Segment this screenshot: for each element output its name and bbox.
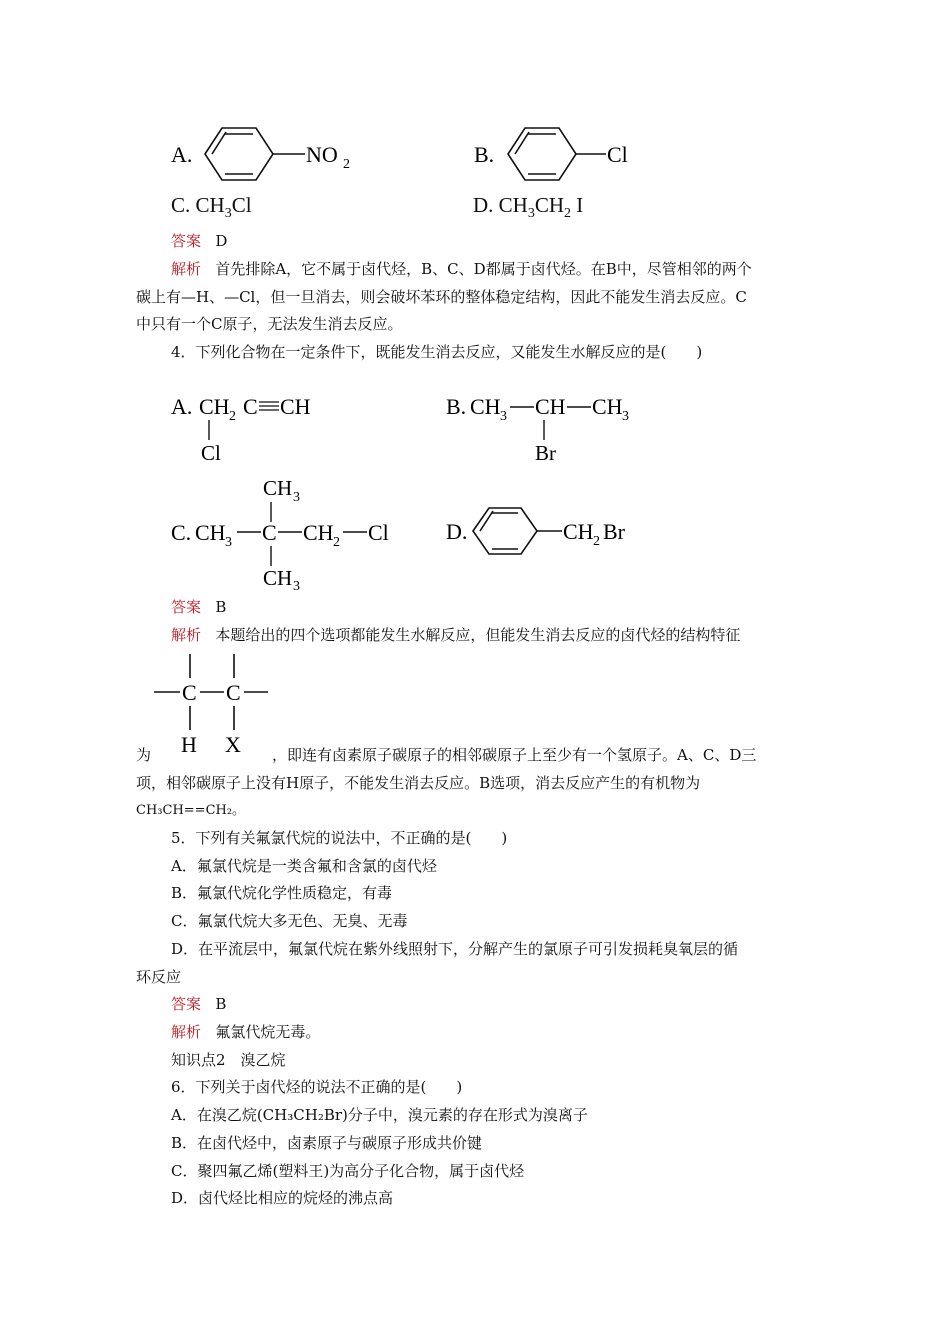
svg-text:CH: CH	[535, 394, 566, 419]
q3-answer	[171, 231, 227, 251]
q4-option-a-structure	[165, 388, 325, 468]
q5-option-a: A．氟氯代烷是一类含氟和含氯的卤代烃	[171, 857, 437, 875]
q4-option-b-structure	[440, 388, 650, 468]
benzene-ring-icon	[508, 128, 576, 180]
analysis-label: 解析	[171, 260, 202, 278]
q4-analysis-line2: ，即连有卤素原子碳原子的相邻碳原子上至少有一个氢原子。A、C、D三	[272, 746, 757, 764]
svg-text:CH: CH	[563, 519, 594, 544]
answer-value: B	[215, 598, 227, 616]
q5-answer	[171, 994, 226, 1014]
q3-analysis-line2: 碳上有—H、—Cl，但一旦消去，则会破坏苯环的整体稳定结构，因此不能发生消去反应。C	[136, 288, 747, 306]
svg-text:CH: CH	[263, 566, 293, 590]
svg-text:C: C	[262, 520, 277, 545]
q6-option-b: B．在卤代烃中，卤素原子与碳原子形成共价键	[171, 1134, 483, 1152]
benzene-ring-icon	[473, 508, 537, 554]
analysis-label: 解析	[171, 626, 202, 644]
q4-option-d-structure	[440, 500, 640, 564]
svg-text:2: 2	[593, 534, 600, 549]
q5-option-d-line1: D．在平流层中，氟氯代烷在紫外线照射下，分解产生的氯原子可引发损耗臭氧层的循	[171, 940, 739, 958]
nitro-group: NO	[306, 142, 338, 167]
svg-text:2: 2	[229, 409, 236, 424]
svg-text:H: H	[181, 732, 197, 757]
q5-option-b: B．氟氯代烷化学性质稳定，有毒	[171, 884, 393, 902]
svg-text:A.: A.	[171, 394, 193, 419]
q5-option-d-line2: 环反应	[136, 968, 182, 986]
svg-text:C: C	[182, 680, 197, 705]
answer-label: 答案	[171, 232, 202, 250]
q4-analysis-line1: 解析 本题给出的四个选项都能发生水解反应，但能发生消去反应的卤代烃的结构特征	[171, 626, 741, 644]
svg-text:3: 3	[293, 579, 300, 590]
q4-analysis-line2-prefix: 为	[136, 746, 152, 764]
svg-text:CH: CH	[303, 520, 334, 545]
q4-analysis-line4: CH₃CH==CH₂。	[136, 803, 246, 818]
q5-analysis: 解析 氟氯代烷无毒。	[171, 1023, 321, 1041]
svg-text:Br: Br	[603, 519, 625, 544]
svg-text:B.: B.	[446, 394, 467, 419]
svg-text:C: C	[226, 680, 241, 705]
q3-option-b-structure	[470, 120, 660, 190]
q5-question: 5．下列有关氟氯代烷的说法中，不正确的是( )	[171, 829, 508, 847]
svg-text:2: 2	[333, 535, 340, 550]
svg-text:Br: Br	[535, 441, 556, 465]
svg-text:3: 3	[500, 409, 507, 424]
section-heading: 知识点2 溴乙烷	[171, 1051, 286, 1069]
svg-text:D.: D.	[446, 519, 468, 544]
chloro-group: Cl	[607, 142, 628, 167]
q3-analysis-line3: 中只有一个C原子，无法发生消去反应。	[136, 315, 403, 333]
q5-option-c: C．氟氯代烷大多无色、无臭、无毒	[171, 912, 408, 930]
q4-option-c-structure	[165, 470, 405, 590]
svg-text:3: 3	[622, 409, 629, 424]
svg-text:3: 3	[293, 490, 300, 505]
svg-text:CH: CH	[280, 394, 311, 419]
answer-label: 答案	[171, 995, 202, 1013]
svg-text:CH: CH	[470, 394, 501, 419]
svg-text:Cl: Cl	[368, 520, 389, 545]
svg-text:CH: CH	[592, 394, 623, 419]
svg-text:2: 2	[343, 157, 350, 172]
answer-value: D	[215, 232, 228, 250]
svg-text:CH: CH	[195, 520, 226, 545]
q4-analysis-line3: 项，相邻碳原子上没有H原子，不能发生消去反应。B选项，消去反应产生的有机物为	[136, 774, 701, 792]
answer-label: 答案	[171, 598, 202, 616]
svg-text:3: 3	[225, 535, 232, 550]
q6-option-a: A．在溴乙烷(CH₃CH₂Br)分子中，溴元素的存在形式为溴离子	[171, 1106, 588, 1124]
answer-value: B	[215, 995, 227, 1013]
svg-text:C.: C.	[171, 520, 192, 545]
q6-question: 6．下列关于卤代烃的说法不正确的是( )	[171, 1078, 463, 1096]
q6-option-d: D．卤代烃比相应的烷烃的沸点高	[171, 1189, 394, 1207]
svg-text:C: C	[243, 394, 258, 419]
q4-answer	[171, 597, 226, 617]
q3-option-a-structure	[165, 120, 375, 190]
q3-option-b-label: B.	[474, 142, 495, 167]
halide-elimination-structure	[150, 650, 270, 758]
q6-option-c: C．聚四氟乙烯(塑料王)为高分子化合物，属于卤代烃	[171, 1162, 525, 1180]
svg-text:X: X	[225, 732, 241, 757]
svg-text:CH: CH	[199, 394, 230, 419]
q4-question: 4．下列化合物在一定条件下，既能发生消去反应，又能发生水解反应的是( )	[171, 343, 703, 361]
q3-option-d: D. $CH_3CH_2$ I	[473, 193, 584, 222]
q3-option-c: C. $CH_3Cl$	[171, 193, 252, 222]
benzene-ring-icon	[205, 128, 273, 180]
q3-analysis-line1: 解析 首先排除A，它不属于卤代烃，B、C、D都属于卤代烃。在B中，尽管相邻的两个	[171, 260, 752, 278]
q3-option-a-label: A.	[171, 142, 193, 167]
svg-text:CH: CH	[263, 476, 293, 500]
analysis-label: 解析	[171, 1023, 202, 1041]
svg-text:Cl: Cl	[201, 441, 221, 465]
